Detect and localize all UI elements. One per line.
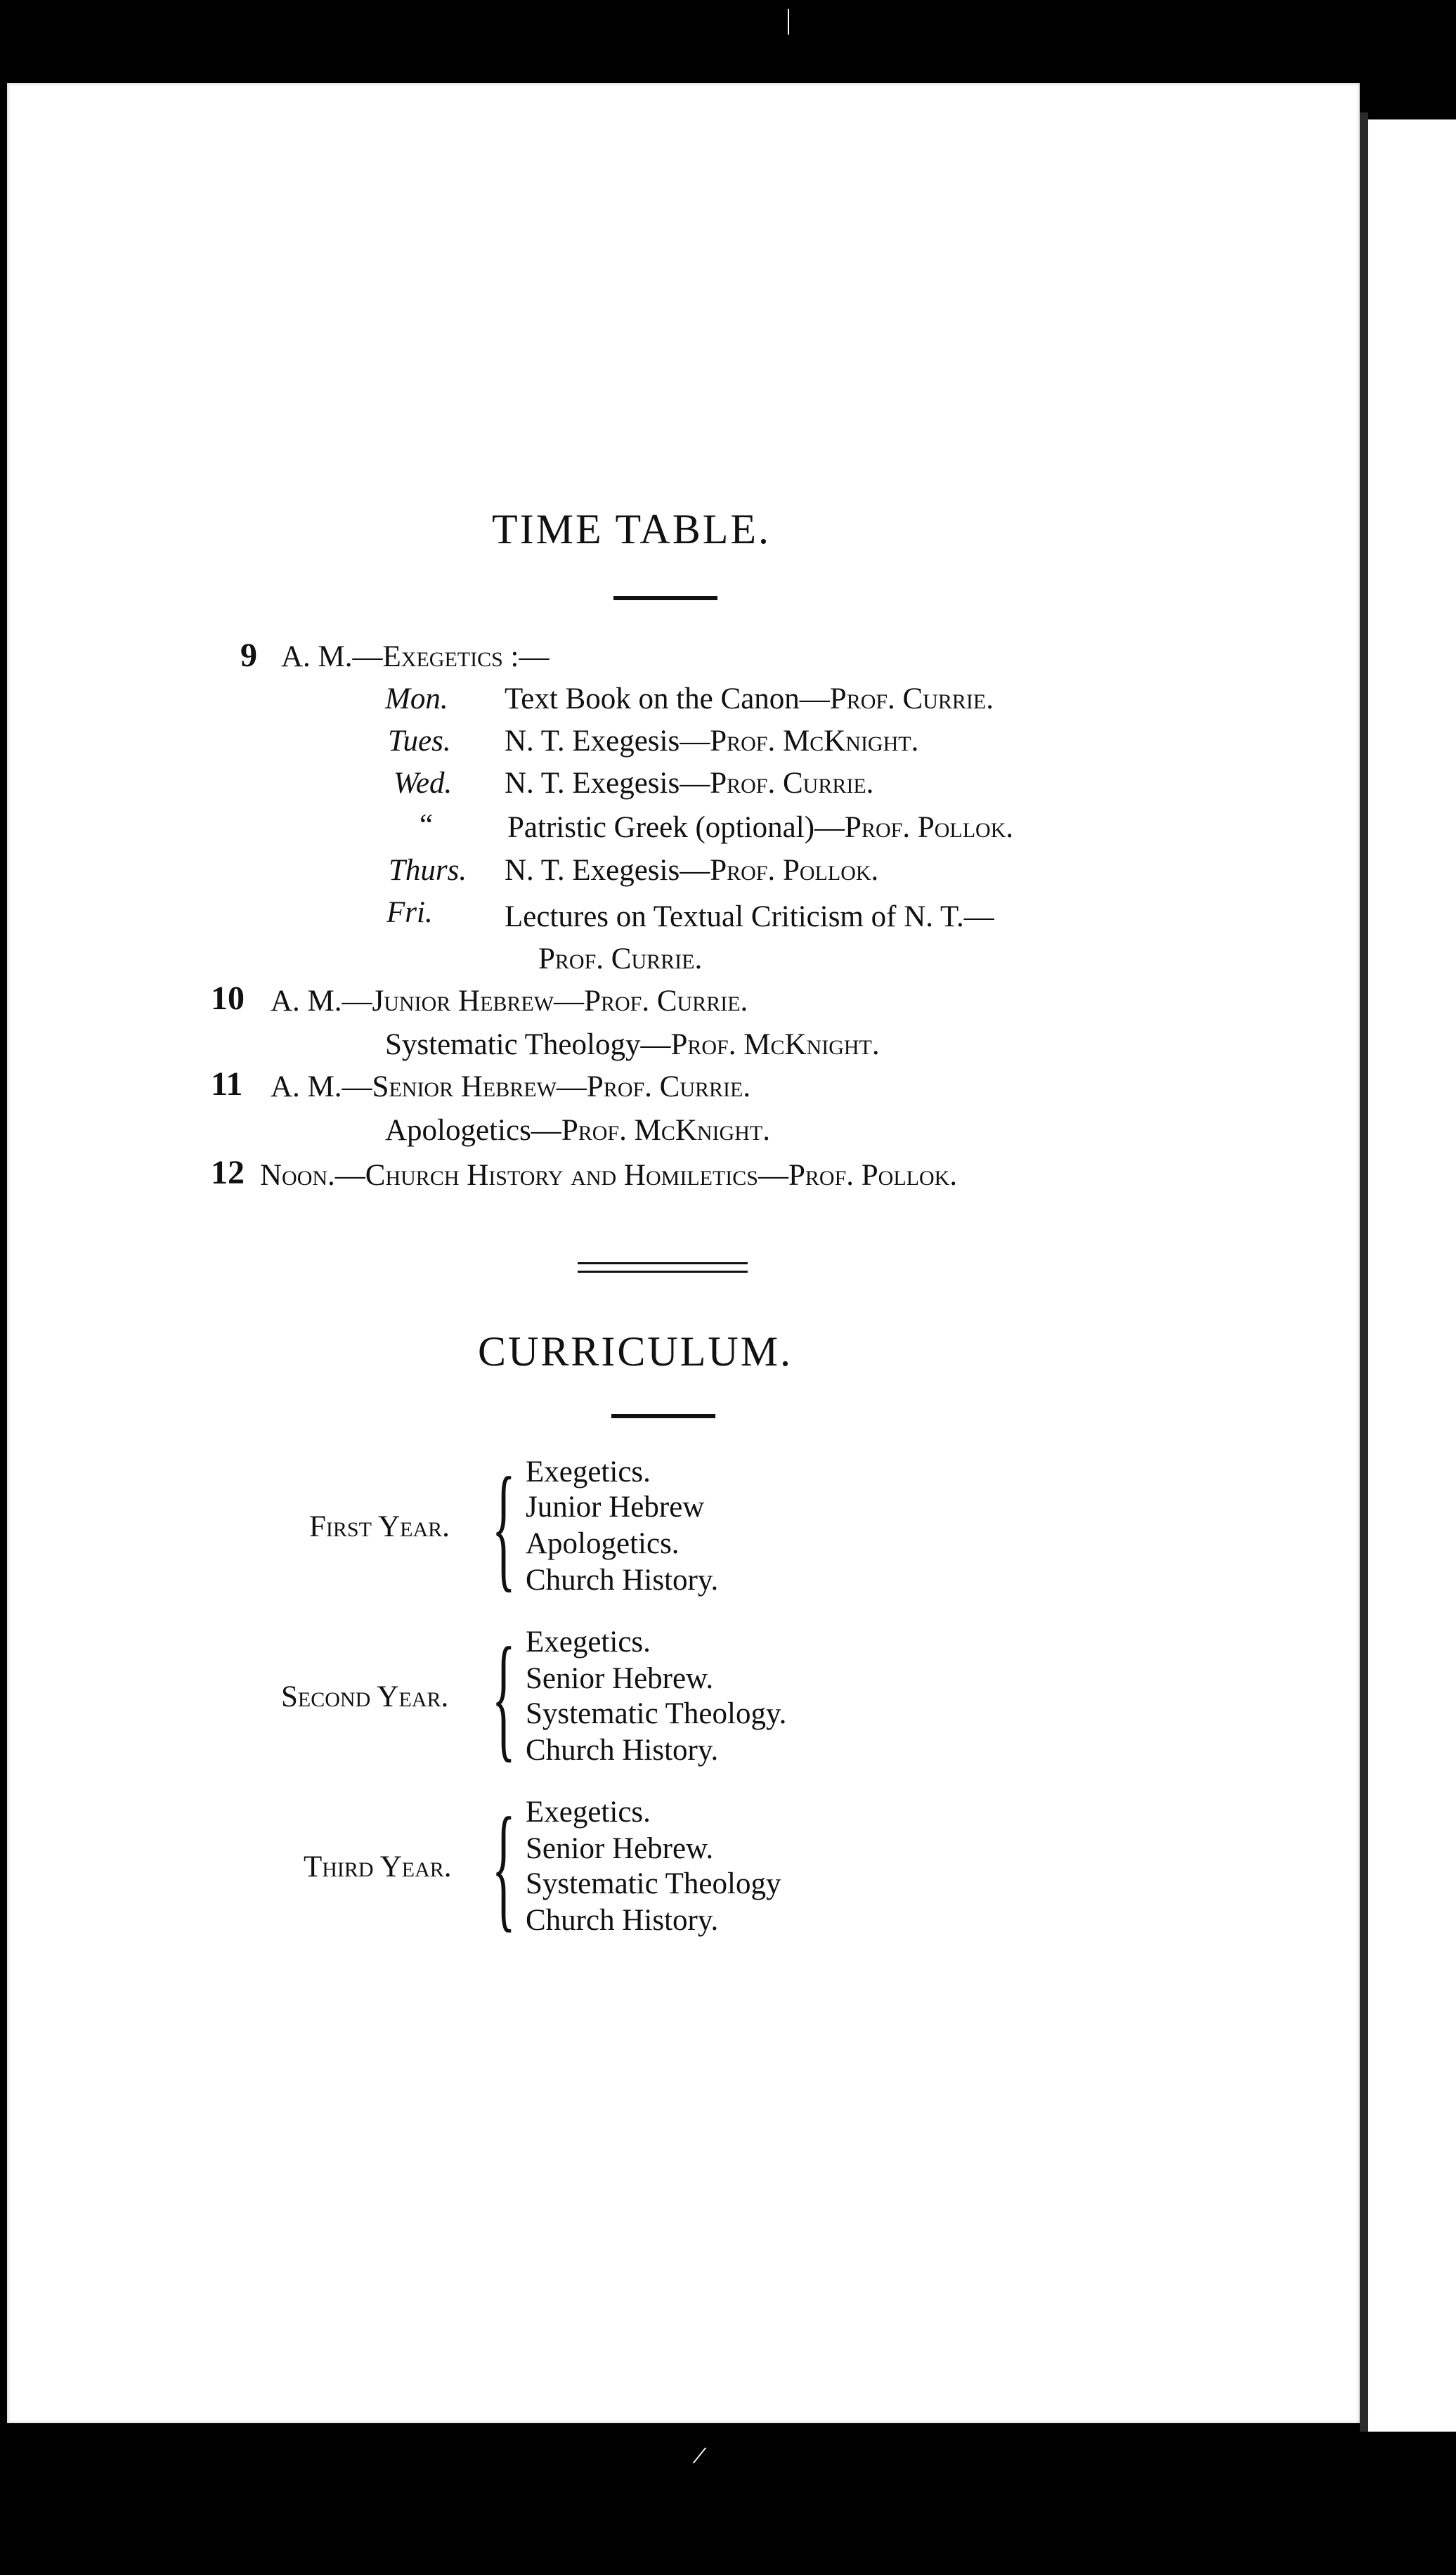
day-label: Mon. — [385, 682, 448, 715]
section-divider — [578, 1271, 748, 1273]
document-page — [7, 83, 1360, 2423]
brace-icon: { — [492, 1789, 516, 1945]
course-text: Lectures on Textual Criticism of N. T.— — [505, 900, 994, 933]
subject-item: Exegetics. — [526, 1796, 651, 1829]
brace-icon: { — [492, 1619, 516, 1775]
adjacent-page-edge — [1368, 119, 1456, 2432]
subject-item: Systematic Theology. — [526, 1697, 787, 1730]
page-edge — [1360, 112, 1368, 2432]
day-label: Fri. — [386, 896, 433, 929]
subject-item: Senior Hebrew. — [526, 1832, 714, 1865]
scan-artifact: / — [690, 2439, 709, 2472]
course-text: N. T. Exegesis—Prof. Pollok. — [505, 854, 879, 887]
subject-item: Systematic Theology — [526, 1867, 781, 1900]
slot12-line: Noon.—Church History and Homiletics—Prof. Pollok. — [260, 1159, 958, 1192]
slot11-line2: Apologetics—Prof. McKnight. — [385, 1114, 770, 1147]
hour-11: 11 — [211, 1065, 243, 1103]
year-label: Second Year. — [281, 1680, 449, 1713]
curriculum-title: CURRICULUM. — [478, 1328, 793, 1375]
hour-12: 12 — [211, 1154, 245, 1191]
title-rule — [611, 1414, 715, 1418]
course-text: N. T. Exegesis—Prof. Currie. — [505, 767, 874, 800]
subject-item: Senior Hebrew. — [526, 1662, 714, 1695]
subject-item: Exegetics. — [526, 1626, 651, 1659]
hour-9: 9 — [240, 637, 257, 674]
course-text: Patristic Greek (optional)—Prof. Pollok. — [507, 811, 1014, 844]
day-label: Thurs. — [389, 854, 467, 887]
day-label: Wed. — [394, 767, 453, 800]
year-label: Third Year. — [304, 1850, 452, 1883]
slot11-line1: A. M.—Senior Hebrew—Prof. Currie. — [271, 1070, 751, 1103]
scan-artifact: | — [786, 4, 792, 35]
subject-item: Church History. — [526, 1734, 719, 1767]
year-label: First Year. — [309, 1510, 450, 1543]
timetable-title: TIME TABLE. — [492, 506, 772, 552]
subject-item: Exegetics. — [526, 1455, 651, 1488]
slot9-heading: A. M.—Exegetics :— — [281, 640, 550, 673]
professor-name: Prof. Currie. — [538, 942, 703, 975]
ditto-mark: “ — [420, 809, 434, 842]
subject-item: Church History. — [526, 1904, 719, 1937]
course-text: N. T. Exegesis—Prof. McKnight. — [505, 725, 919, 758]
slot10-line1: A. M.—Junior Hebrew—Prof. Currie. — [271, 985, 748, 1018]
hour-10: 10 — [211, 980, 245, 1017]
section-divider — [578, 1262, 748, 1264]
day-label: Tues. — [388, 725, 451, 758]
brace-icon: { — [492, 1449, 516, 1604]
course-text: Text Book on the Canon—Prof. Currie. — [505, 682, 994, 715]
slot10-line2: Systematic Theology—Prof. McKnight. — [385, 1028, 880, 1061]
subject-item: Apologetics. — [526, 1527, 680, 1560]
subject-item: Church History. — [526, 1564, 719, 1597]
subject-item: Junior Hebrew — [526, 1491, 705, 1524]
title-rule — [613, 596, 717, 600]
